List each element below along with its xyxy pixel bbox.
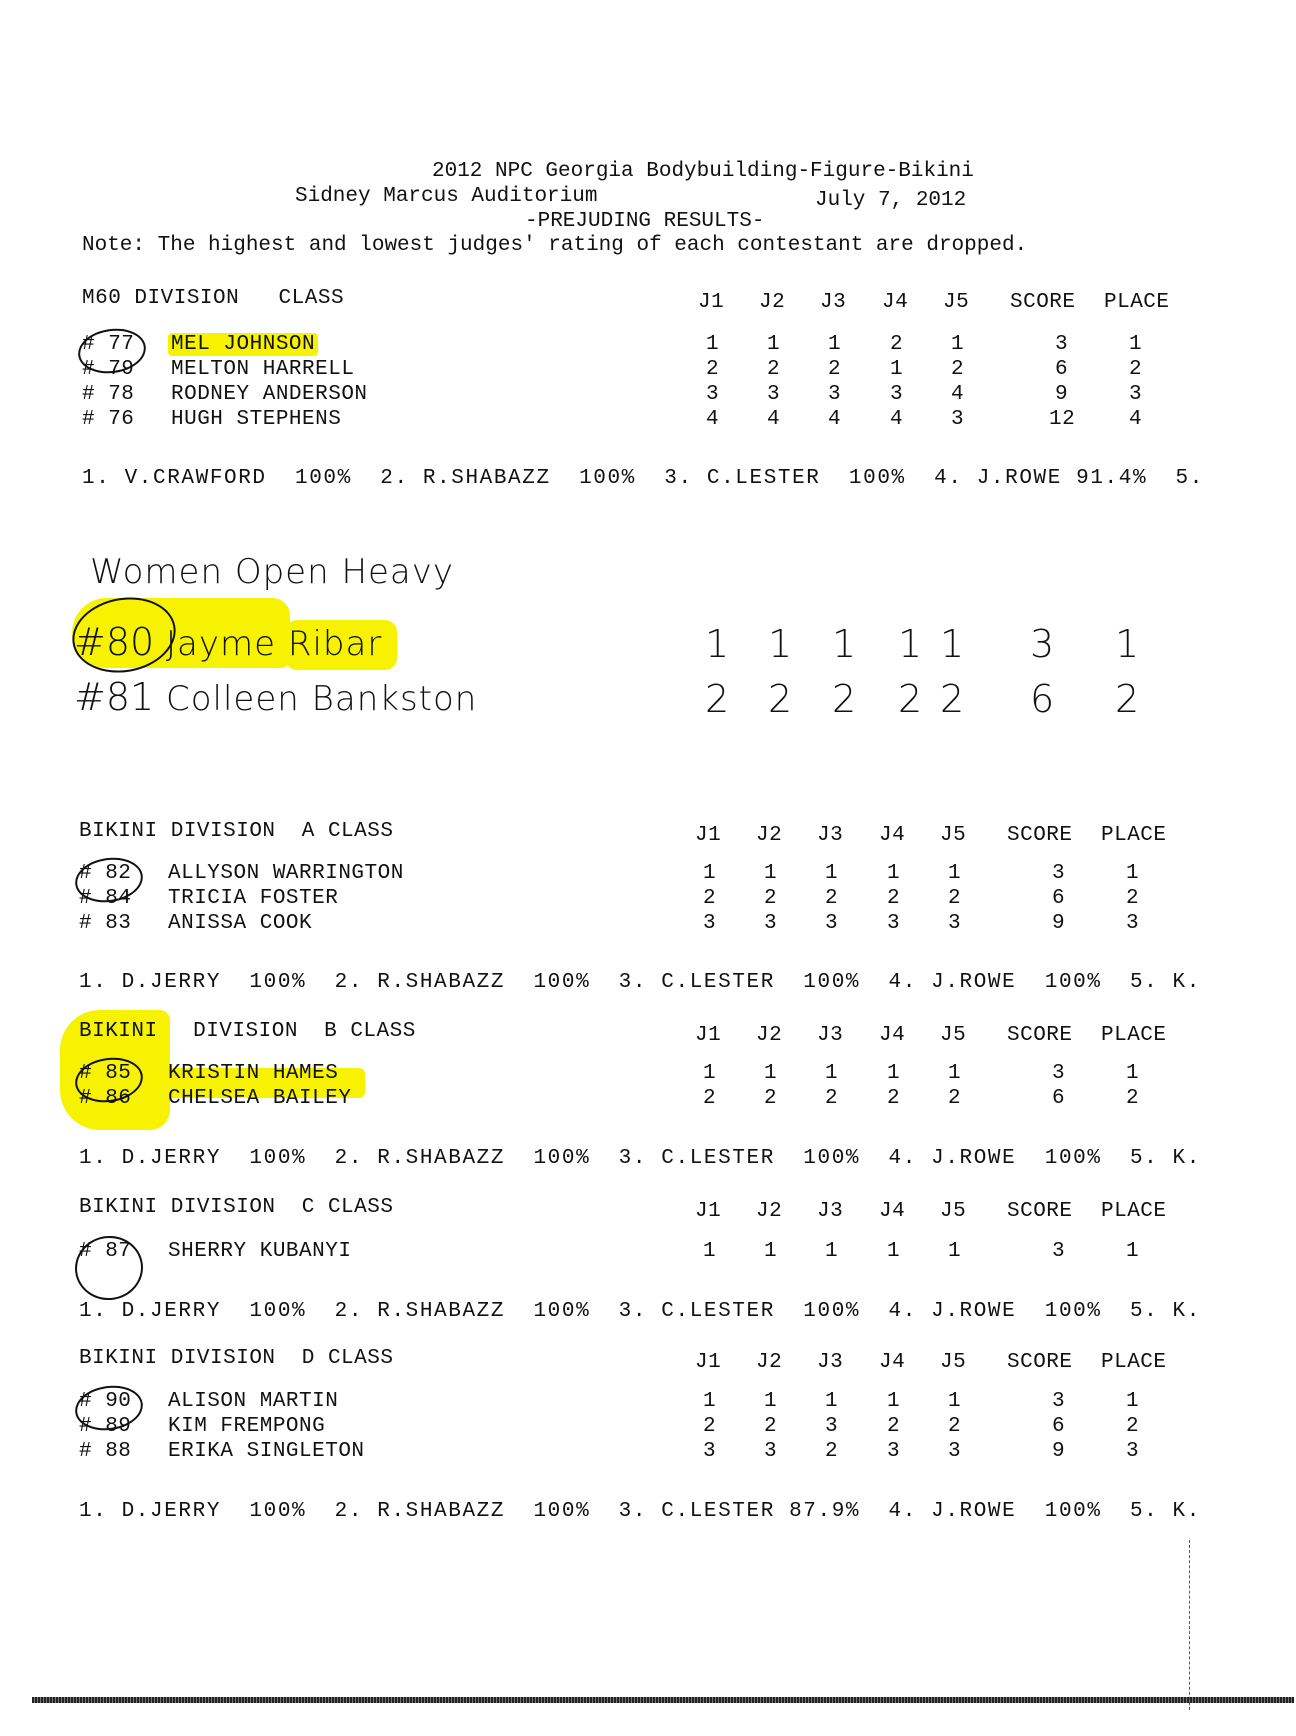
column-header-score: SCORE (1007, 1200, 1073, 1223)
contestant-name: ALISON MARTIN (168, 1390, 339, 1413)
judge-score: 4 (706, 408, 720, 431)
column-header-j1: J1 (695, 1351, 722, 1374)
judge-score: 2 (706, 358, 720, 381)
judge-score: 2 (703, 1087, 717, 1110)
judges-agreement-line: 1. V.CRAWFORD 100% 2. R.SHABAZZ 100% 3. C.LESTER 100% 4. J.ROWE 91.4% 5. (82, 467, 1204, 490)
judge-score: 2 (948, 1415, 962, 1438)
judge-score: 3 (948, 912, 962, 935)
column-header-j3: J3 (820, 291, 847, 314)
division-title-highlighted: BIKINI (79, 1020, 158, 1043)
judge-score: 3 (828, 383, 842, 406)
judge-score: 2 (832, 677, 857, 721)
judge-score: 1 (764, 1240, 778, 1263)
contestant-name: ANISSA COOK (168, 912, 313, 935)
judge-score: 1 (887, 1240, 901, 1263)
judges-agreement-line: 1. D.JERRY 100% 2. R.SHABAZZ 100% 3. C.LESTER 87.9% 4. J.ROWE 100% 5. K. (79, 1500, 1201, 1523)
contestant-number: # 78 (82, 383, 135, 406)
column-header-j5: J5 (940, 1024, 967, 1047)
column-header-j5: J5 (940, 1351, 967, 1374)
judge-score: 3 (703, 912, 717, 935)
column-header-j4: J4 (882, 291, 909, 314)
judge-score: 4 (890, 408, 904, 431)
column-header-j4: J4 (879, 824, 906, 847)
judge-score: 2 (764, 1087, 778, 1110)
total-score: 12 (1049, 408, 1076, 431)
column-header-j5: J5 (943, 291, 970, 314)
judge-score: 1 (828, 333, 842, 356)
total-score: 6 (1030, 677, 1055, 721)
judges-agreement-line: 1. D.JERRY 100% 2. R.SHABAZZ 100% 3. C.LESTER 100% 4. J.ROWE 100% 5. K. (79, 1300, 1201, 1323)
division-title: BIKINI DIVISION C CLASS (79, 1196, 394, 1219)
judge-score: 3 (890, 383, 904, 406)
division-title: BIKINI DIVISION A CLASS (79, 820, 394, 843)
total-score: 3 (1055, 333, 1069, 356)
column-header-j4: J4 (879, 1351, 906, 1374)
judge-score: 1 (940, 622, 965, 666)
judge-score: 1 (890, 358, 904, 381)
column-header-j4: J4 (879, 1200, 906, 1223)
judge-score: 2 (951, 358, 965, 381)
judge-score: 1 (767, 333, 781, 356)
division-title: BIKINI DIVISION D CLASS (79, 1347, 394, 1370)
place: 2 (1129, 358, 1143, 381)
contestant-number: #81 (74, 675, 155, 719)
judge-score: 2 (825, 1440, 839, 1463)
contestant-number: # 82 (79, 862, 132, 885)
judge-score: 3 (825, 1415, 839, 1438)
place: 1 (1115, 622, 1140, 666)
column-header-place: PLACE (1101, 1200, 1167, 1223)
column-header-place: PLACE (1101, 1024, 1167, 1047)
judge-score: 1 (825, 862, 839, 885)
place: 3 (1126, 912, 1140, 935)
contestant-number: # 88 (79, 1440, 132, 1463)
judge-score: 1 (703, 862, 717, 885)
judge-score: 1 (898, 622, 923, 666)
judge-score: 3 (887, 1440, 901, 1463)
total-score: 9 (1052, 912, 1066, 935)
contestant-name: KRISTIN HAMES (168, 1062, 339, 1085)
contestant-number: # 87 (79, 1240, 132, 1263)
column-header-j1: J1 (695, 824, 722, 847)
judge-score: 2 (825, 1087, 839, 1110)
place: 2 (1115, 677, 1140, 721)
place: 1 (1126, 1240, 1140, 1263)
judge-score: 1 (832, 622, 857, 666)
column-header-score: SCORE (1010, 291, 1076, 314)
judge-score: 1 (887, 862, 901, 885)
column-header-j4: J4 (879, 1024, 906, 1047)
judge-score: 2 (887, 1415, 901, 1438)
judge-score: 1 (703, 1062, 717, 1085)
judge-score: 2 (890, 333, 904, 356)
judge-score: 2 (828, 358, 842, 381)
event-title: 2012 NPC Georgia Bodybuilding-Figure-Bikini (432, 160, 974, 183)
column-header-j1: J1 (695, 1024, 722, 1047)
total-score: 9 (1055, 383, 1069, 406)
judge-score: 1 (948, 862, 962, 885)
contestant-name: Jayme Ribar (166, 624, 383, 664)
contestant-number: # 85 (79, 1062, 132, 1085)
column-header-j2: J2 (756, 824, 783, 847)
contestant-name: HUGH STEPHENS (171, 408, 342, 431)
judge-score: 3 (764, 1440, 778, 1463)
venue: Sidney Marcus Auditorium (295, 185, 598, 208)
judge-score: 2 (705, 677, 730, 721)
column-header-place: PLACE (1101, 1351, 1167, 1374)
judge-score: 1 (768, 622, 793, 666)
judge-score: 1 (703, 1390, 717, 1413)
judge-score: 1 (764, 862, 778, 885)
contestant-number: # 76 (82, 408, 135, 431)
total-score: 3 (1052, 1062, 1066, 1085)
judge-score: 2 (767, 358, 781, 381)
contestant-number: # 83 (79, 912, 132, 935)
judge-score: 3 (767, 383, 781, 406)
column-header-j3: J3 (817, 1200, 844, 1223)
judge-score: 2 (948, 887, 962, 910)
judge-score: 3 (951, 408, 965, 431)
contestant-name: ERIKA SINGLETON (168, 1440, 365, 1463)
judge-score: 2 (703, 887, 717, 910)
column-header-j5: J5 (940, 1200, 967, 1223)
place: 3 (1129, 383, 1143, 406)
judge-score: 1 (887, 1390, 901, 1413)
judge-score: 1 (764, 1390, 778, 1413)
contestant-name: MEL JOHNSON (168, 333, 318, 356)
judge-score: 1 (887, 1062, 901, 1085)
column-header-place: PLACE (1101, 824, 1167, 847)
column-header-j2: J2 (756, 1024, 783, 1047)
contestant-number: # 89 (79, 1415, 132, 1438)
judge-score: 2 (825, 887, 839, 910)
judge-score: 1 (948, 1240, 962, 1263)
place: 3 (1126, 1440, 1140, 1463)
division-title: DIVISION B CLASS (180, 1020, 416, 1043)
place: 1 (1126, 1062, 1140, 1085)
judge-score: 1 (705, 622, 730, 666)
column-header-j5: J5 (940, 824, 967, 847)
contestant-number: # 77 (82, 333, 135, 356)
judge-score: 1 (948, 1062, 962, 1085)
judge-score: 2 (940, 677, 965, 721)
scan-artifact-line (1189, 1540, 1190, 1710)
column-header-j2: J2 (756, 1200, 783, 1223)
contestant-number: #80 (74, 620, 155, 664)
contestant-name: Colleen Bankston (166, 679, 478, 719)
event-date: July 7, 2012 (815, 189, 967, 212)
judge-score: 3 (706, 383, 720, 406)
contestant-name: MELTON HARRELL (171, 358, 355, 381)
judge-score: 2 (764, 887, 778, 910)
place: 4 (1129, 408, 1143, 431)
scoring-note: Note: The highest and lowest judges' rating of each contestant are dropped. (82, 234, 1028, 257)
contestant-name: KIM FREMPONG (168, 1415, 326, 1438)
judge-score: 3 (703, 1440, 717, 1463)
judge-score: 2 (898, 677, 923, 721)
judges-agreement-line: 1. D.JERRY 100% 2. R.SHABAZZ 100% 3. C.LESTER 100% 4. J.ROWE 100% 5. K. (79, 971, 1201, 994)
place: 2 (1126, 1415, 1140, 1438)
judge-score: 2 (768, 677, 793, 721)
total-score: 6 (1055, 358, 1069, 381)
total-score: 6 (1052, 887, 1066, 910)
judge-score: 4 (767, 408, 781, 431)
judge-score: 1 (703, 1240, 717, 1263)
judge-score: 1 (951, 333, 965, 356)
column-header-score: SCORE (1007, 824, 1073, 847)
contestant-name: TRICIA FOSTER (168, 887, 339, 910)
place: 2 (1126, 887, 1140, 910)
column-header-j3: J3 (817, 1024, 844, 1047)
place: 2 (1126, 1087, 1140, 1110)
place: 1 (1126, 1390, 1140, 1413)
column-header-j1: J1 (698, 291, 725, 314)
judge-score: 3 (948, 1440, 962, 1463)
judge-score: 4 (951, 383, 965, 406)
judge-score: 1 (825, 1062, 839, 1085)
judge-score: 2 (764, 1415, 778, 1438)
judge-score: 1 (764, 1062, 778, 1085)
judge-score: 4 (828, 408, 842, 431)
total-score: 9 (1052, 1440, 1066, 1463)
contestant-name: RODNEY ANDERSON (171, 383, 368, 406)
judge-score: 3 (887, 912, 901, 935)
page-bottom-rule (32, 1697, 1294, 1703)
judge-score: 2 (887, 887, 901, 910)
judge-score: 1 (948, 1390, 962, 1413)
judge-score: 1 (825, 1390, 839, 1413)
column-header-score: SCORE (1007, 1024, 1073, 1047)
contestant-name: SHERRY KUBANYI (168, 1240, 352, 1263)
judge-score: 2 (948, 1087, 962, 1110)
contestant-number: # 84 (79, 887, 132, 910)
place: 1 (1129, 333, 1143, 356)
column-header-j2: J2 (756, 1351, 783, 1374)
total-score: 3 (1052, 1240, 1066, 1263)
division-title: M60 DIVISION CLASS (82, 287, 345, 310)
place: 1 (1126, 862, 1140, 885)
judge-score: 3 (764, 912, 778, 935)
total-score: 3 (1052, 862, 1066, 885)
judge-score: 2 (703, 1415, 717, 1438)
judge-score: 1 (706, 333, 720, 356)
column-header-j2: J2 (759, 291, 786, 314)
contestant-name: ALLYSON WARRINGTON (168, 862, 404, 885)
judge-score: 3 (825, 912, 839, 935)
contestant-number: # 86 (79, 1087, 132, 1110)
results-subtitle: -PREJUDING RESULTS- (525, 210, 765, 233)
column-header-j3: J3 (817, 1351, 844, 1374)
contestant-number: # 90 (79, 1390, 132, 1413)
judges-agreement-line: 1. D.JERRY 100% 2. R.SHABAZZ 100% 3. C.LESTER 100% 4. J.ROWE 100% 5. K. (79, 1147, 1201, 1170)
total-score: 6 (1052, 1087, 1066, 1110)
contestant-name: CHELSEA BAILEY (168, 1087, 352, 1110)
column-header-place: PLACE (1104, 291, 1170, 314)
total-score: 3 (1030, 622, 1055, 666)
contestant-number: # 79 (82, 358, 135, 381)
column-header-score: SCORE (1007, 1351, 1073, 1374)
column-header-j1: J1 (695, 1200, 722, 1223)
column-header-j3: J3 (817, 824, 844, 847)
total-score: 6 (1052, 1415, 1066, 1438)
total-score: 3 (1052, 1390, 1066, 1413)
judge-score: 2 (887, 1087, 901, 1110)
division-title: Women Open Heavy (90, 552, 455, 592)
judge-score: 1 (825, 1240, 839, 1263)
